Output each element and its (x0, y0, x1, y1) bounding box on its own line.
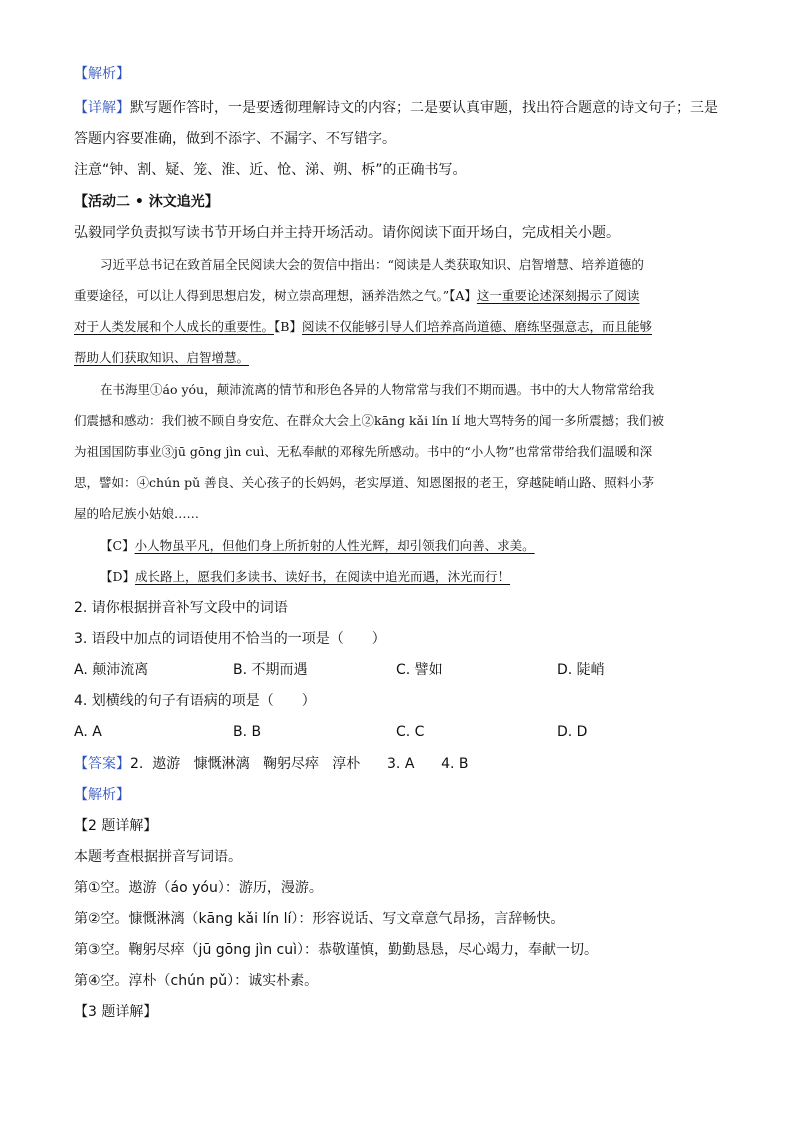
underlined-sentence-b: 阅读不仅能够引导人们培养高尚道德、磨练坚强意志，而且能够 (301, 319, 652, 334)
passage-p2-line5: 屋的哈尼族小姑娘…… (74, 506, 200, 521)
activity-title: 【活动二 • 沐文追光】 (74, 194, 219, 210)
answer-tag: 【答案】 (74, 756, 130, 772)
tag-c: 【C】 (100, 538, 135, 553)
underlined-sentence-b-cont: 帮助人们获取知识、启智增慧。 (74, 350, 250, 365)
answer-line (74, 754, 469, 774)
q4-option-a: A. A (74, 724, 102, 740)
passage-c-line (100, 536, 535, 556)
q3-option-c: C. 譬如 (396, 662, 443, 678)
detail-text-1: 默写题作答时，一是要透彻理解诗文的内容；二是要认真审题，找出符合题意的诗文句子；三是 (130, 100, 718, 116)
analysis-label: 【解析】 (74, 66, 130, 82)
question-3: 3. 语段中加点的词语使用不恰当的一项是（ ） (74, 631, 386, 647)
underlined-sentence-c: 小人物虽平凡，但他们身上所折射的人性光辉，却引领我们向善、求美。 (134, 538, 535, 553)
question-4: 4. 划横线的句子有语病的项是（ ） (74, 693, 316, 709)
passage-p1-line1: 习近平总书记在致首届全民阅读大会的贺信中指出：“阅读是人类获取知识、启智增慧、培养道德的 (100, 257, 644, 272)
detail-paragraph-line2: 答题内容要准确，做到不添字、不漏字、不写错字。 (74, 131, 396, 147)
tag-d: 【D】 (100, 569, 136, 584)
underlined-sentence-a-cont: 对于人类发展和个人成长的重要性。 (74, 319, 275, 334)
explanation-analysis-label: 【解析】 (74, 787, 130, 803)
q4-option-d: D. D (557, 724, 588, 740)
q3-option-d: D. 陡峭 (557, 662, 605, 678)
note-line: 注意“钟、割、疑、笼、淮、近、怆、涕、朔、柝”的正确书写。 (74, 162, 467, 178)
q3-option-b: B. 不期而遇 (233, 662, 308, 678)
passage-p1-line2 (74, 286, 639, 306)
q2-detail-tag: 【2 题详解】 (74, 818, 158, 834)
passage-p2-line1: 在书海里①áo yóu，颠沛流离的情节和形色各异的人物常常与我们不期而遇。书中的大人物常常给我 (100, 382, 655, 397)
passage-p1-line3 (74, 317, 652, 337)
passage-p2-line4: 思，譬如：④chún pǔ 善良、关心孩子的长妈妈，老实厚道、知恩图报的老王，穿越陡峭山路、照料小茅 (74, 475, 655, 490)
underlined-sentence-d: 成长路上，愿我们多读书、读好书，在阅读中追光而遇，沐光而行！ (135, 569, 511, 584)
q4-option-b: B. B (233, 724, 262, 740)
detail-paragraph-line1 (74, 98, 718, 118)
q2-intro: 本题考查根据拼音写词语。 (74, 849, 242, 865)
q3-detail-tag: 【3 题详解】 (74, 1004, 158, 1020)
blank-explanation-1: 第①空。遨游（áo yóu）：游历，漫游。 (74, 880, 323, 896)
answer-text: 2. 遨游 慷慨淋漓 鞠躬尽瘁 淳朴 3. A 4. B (130, 756, 469, 772)
blank-explanation-3: 第③空。鞠躬尽瘁（jū gōng jìn cuì）：恭敬谨慎，勤勤恳恳，尽心竭力，奉献一切。 (74, 942, 598, 958)
q4-option-c: C. C (396, 724, 425, 740)
question-2: 2. 请你根据拼音补写文段中的词语 (74, 600, 288, 616)
detail-tag: 【详解】 (74, 100, 130, 116)
q3-option-a: A. 颠沛流离 (74, 662, 149, 678)
passage-d-line (100, 567, 510, 587)
underlined-sentence-a: 这一重要论述深刻揭示了阅读 (476, 288, 640, 303)
blank-explanation-4: 第④空。淳朴（chún pǔ）：诚实朴素。 (74, 973, 319, 989)
tag-b: 【B】 (274, 319, 302, 334)
activity-intro: 弘毅同学负责拟写读书节开场白并主持开场活动。请你阅读下面开场白，完成相关小题。 (74, 225, 620, 241)
passage-p1-text: 重要途径，可以让人得到思想启发，树立崇高理想，涵养浩然之气。”【A】 (74, 288, 477, 303)
blank-explanation-2: 第②空。慷慨淋漓（kāng kǎi lín lí）：形容说话、写文章意气昂扬，言辞畅快。 (74, 911, 565, 927)
passage-p2-line3: 为祖国国防事业③jū gōng jìn cuì、无私奉献的邓稼先所感动。书中的“小人物”也常常带给我们温暖和深 (74, 444, 653, 459)
passage-p2-line2: 们震撼和感动：我们被不顾自身安危、在群众大会上②kāng kǎi lín lí 地大骂特务的闻一多所震撼；我们被 (74, 413, 665, 428)
